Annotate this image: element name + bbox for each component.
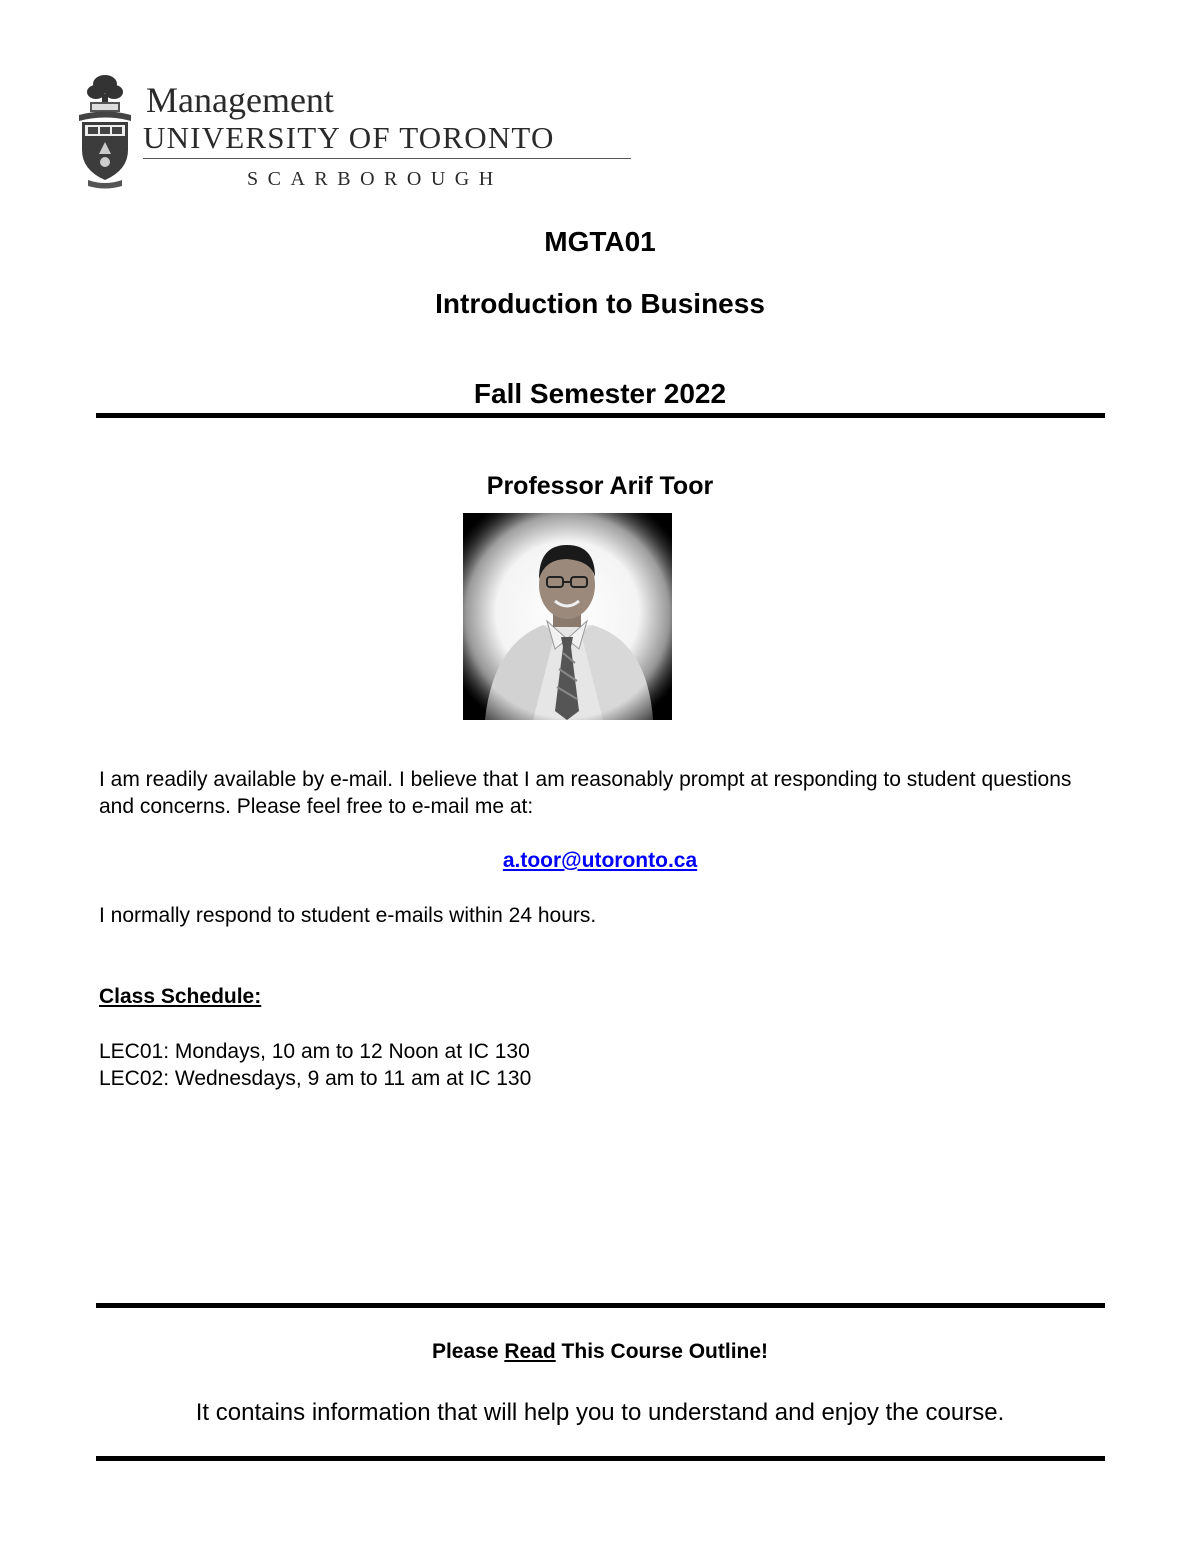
outline-info-text: It contains information that will help you to understand and enjoy the course. xyxy=(195,1399,1005,1426)
instructor-name: Professor Arif Toor xyxy=(486,472,714,500)
notice-prefix: Please xyxy=(431,1340,505,1363)
footer-bottom-divider xyxy=(96,1456,1105,1461)
notice-emphasis: Read xyxy=(504,1340,556,1363)
lecture-item: LEC02: Wednesdays, 9 am to 11 am at IC 130 xyxy=(99,1067,532,1090)
footer-top-divider xyxy=(96,1303,1105,1308)
course-title: Introduction to Business xyxy=(435,288,765,319)
logo-management-text: Management xyxy=(146,80,334,120)
lecture-item: LEC01: Mondays, 10 am to 12 Noon at IC 130 xyxy=(99,1040,530,1063)
email-line xyxy=(0,847,1200,874)
notice-suffix: This Course Outline! xyxy=(555,1340,769,1363)
logo-university-text: UNIVERSITY OF TORONTO xyxy=(143,120,555,155)
read-outline-notice xyxy=(0,1338,1200,1365)
logo-campus-text: SCARBOROUGH xyxy=(247,168,503,190)
instructor-photo xyxy=(463,513,672,720)
contact-paragraph: I am readily available by e-mail. I believe that I am reasonably prompt at responding to student questions and concerns. Please feel free to e-mail me at: xyxy=(99,768,1072,818)
course-term: Fall Semester 2022 xyxy=(473,378,727,409)
header-divider xyxy=(96,413,1105,418)
logo-divider xyxy=(143,158,631,159)
response-time-text: I normally respond to student e-mails within 24 hours. xyxy=(99,904,597,927)
email-link[interactable]: a.toor@utoronto.ca xyxy=(502,849,698,872)
university-crest-icon xyxy=(76,72,134,190)
class-schedule-heading: Class Schedule: xyxy=(99,985,262,1008)
course-code: MGTA01 xyxy=(544,226,656,257)
